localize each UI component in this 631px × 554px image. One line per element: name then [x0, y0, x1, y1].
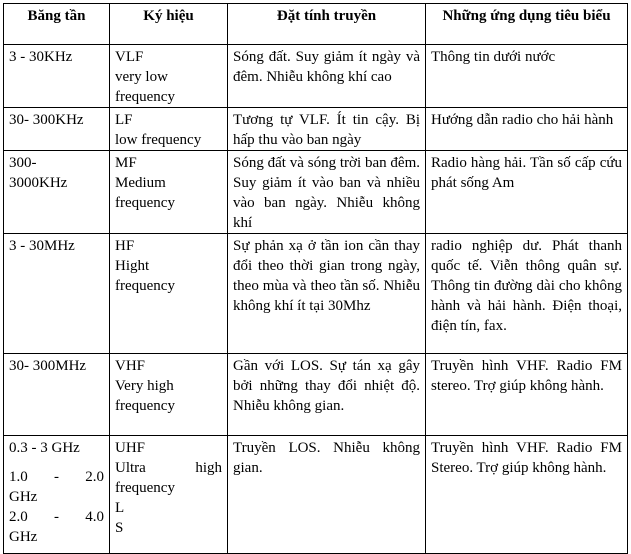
symbol-line: S — [115, 520, 124, 536]
cell-applications: Thông tin dưới nước — [426, 45, 628, 108]
header-symbol: Ký hiệu — [110, 4, 228, 45]
table-row — [4, 151, 628, 234]
header-propagation: Đặt tính truyền — [228, 4, 426, 45]
table-row — [4, 436, 628, 554]
header-applications: Những ứng dụng tiêu biểu — [426, 4, 628, 45]
cell-symbol — [110, 436, 228, 554]
band-line: 3000KHz — [9, 175, 68, 191]
cell-propagation: Sự phản xạ ở tần ion cần thay đổi theo thời gian trong ngày, theo mùa và theo tần số. Nhiễu không khí ít tại 30Mhz — [228, 234, 426, 354]
cell-band — [4, 45, 110, 108]
symbol-line: Hight — [115, 258, 150, 274]
band-line: 1.0 - 2.0 — [9, 469, 104, 485]
table-row — [4, 354, 628, 436]
cell-band — [4, 436, 110, 554]
symbol-line: very low — [115, 69, 168, 85]
band-line: 2.0 - 4.0 — [9, 509, 104, 525]
cell-applications: Hướng dẫn radio cho hải hành — [426, 108, 628, 151]
band-line: 3 - 30MHz — [9, 238, 75, 254]
band-line: 30- 300MHz — [9, 358, 87, 374]
cell-applications: Truyền hình VHF. Radio FM Stereo. Trợ giúp không hành. — [426, 436, 628, 554]
symbol-line: Ultra high — [115, 460, 222, 476]
header-row — [4, 4, 628, 45]
symbol-line: Very high — [115, 378, 174, 394]
band-line: 3 - 30KHz — [9, 49, 73, 65]
symbol-abbr: UHF — [115, 440, 146, 456]
cell-propagation: Sóng đất và sóng trời ban đêm. Suy giảm ít vào ban và nhiều vào ban ngày. Nhiễu không khí — [228, 151, 426, 234]
symbol-line: frequency — [115, 195, 175, 211]
symbol-line: low frequency — [115, 132, 202, 148]
cell-band — [4, 151, 110, 234]
band-line: GHz — [9, 489, 38, 505]
table-row — [4, 234, 628, 354]
cell-applications: Truyền hình VHF. Radio FM stereo. Trợ giúp không hành. — [426, 354, 628, 436]
cell-band — [4, 354, 110, 436]
cell-applications: Radio hàng hải. Tần số cấp cứu phát sống Am — [426, 151, 628, 234]
cell-propagation: Truyền LOS. Nhiễu không gian. — [228, 436, 426, 554]
band-line: GHz — [9, 529, 38, 545]
band-line: 30- 300KHz — [9, 112, 84, 128]
cell-band — [4, 234, 110, 354]
symbol-line: frequency — [115, 480, 175, 496]
symbol-line: frequency — [115, 89, 175, 105]
band-line: 300- — [9, 155, 37, 171]
frequency-band-table — [3, 3, 628, 554]
symbol-abbr: HF — [115, 238, 135, 254]
cell-symbol — [110, 151, 228, 234]
table-row — [4, 108, 628, 151]
cell-symbol — [110, 45, 228, 108]
cell-applications: radio nghiệp dư. Phát thanh quốc tế. Viễn thông quân sự. Thông tin đường dài cho không hành và hải hành. Điện thoại, điện tín, fax. — [426, 234, 628, 354]
symbol-abbr: LF — [115, 112, 133, 128]
cell-propagation: Tương tự VLF. Ít tin cậy. Bị hấp thu vào ban ngày — [228, 108, 426, 151]
header-band: Băng tần — [4, 4, 110, 45]
band-line: 0.3 - 3 GHz — [9, 440, 80, 456]
cell-propagation: Gần với LOS. Sự tán xạ gây bởi những thay đổi nhiệt độ. Nhiễu không gian. — [228, 354, 426, 436]
symbol-line: frequency — [115, 398, 175, 414]
cell-band — [4, 108, 110, 151]
symbol-line: L — [115, 500, 125, 516]
symbol-line: Medium — [115, 175, 166, 191]
cell-symbol — [110, 354, 228, 436]
table-row — [4, 45, 628, 108]
symbol-abbr: VLF — [115, 49, 144, 65]
cell-symbol — [110, 108, 228, 151]
cell-symbol — [110, 234, 228, 354]
cell-propagation: Sóng đất. Suy giảm ít ngày và đêm. Nhiễu không khí cao — [228, 45, 426, 108]
symbol-line: frequency — [115, 278, 175, 294]
symbol-abbr: VHF — [115, 358, 146, 374]
symbol-abbr: MF — [115, 155, 137, 171]
